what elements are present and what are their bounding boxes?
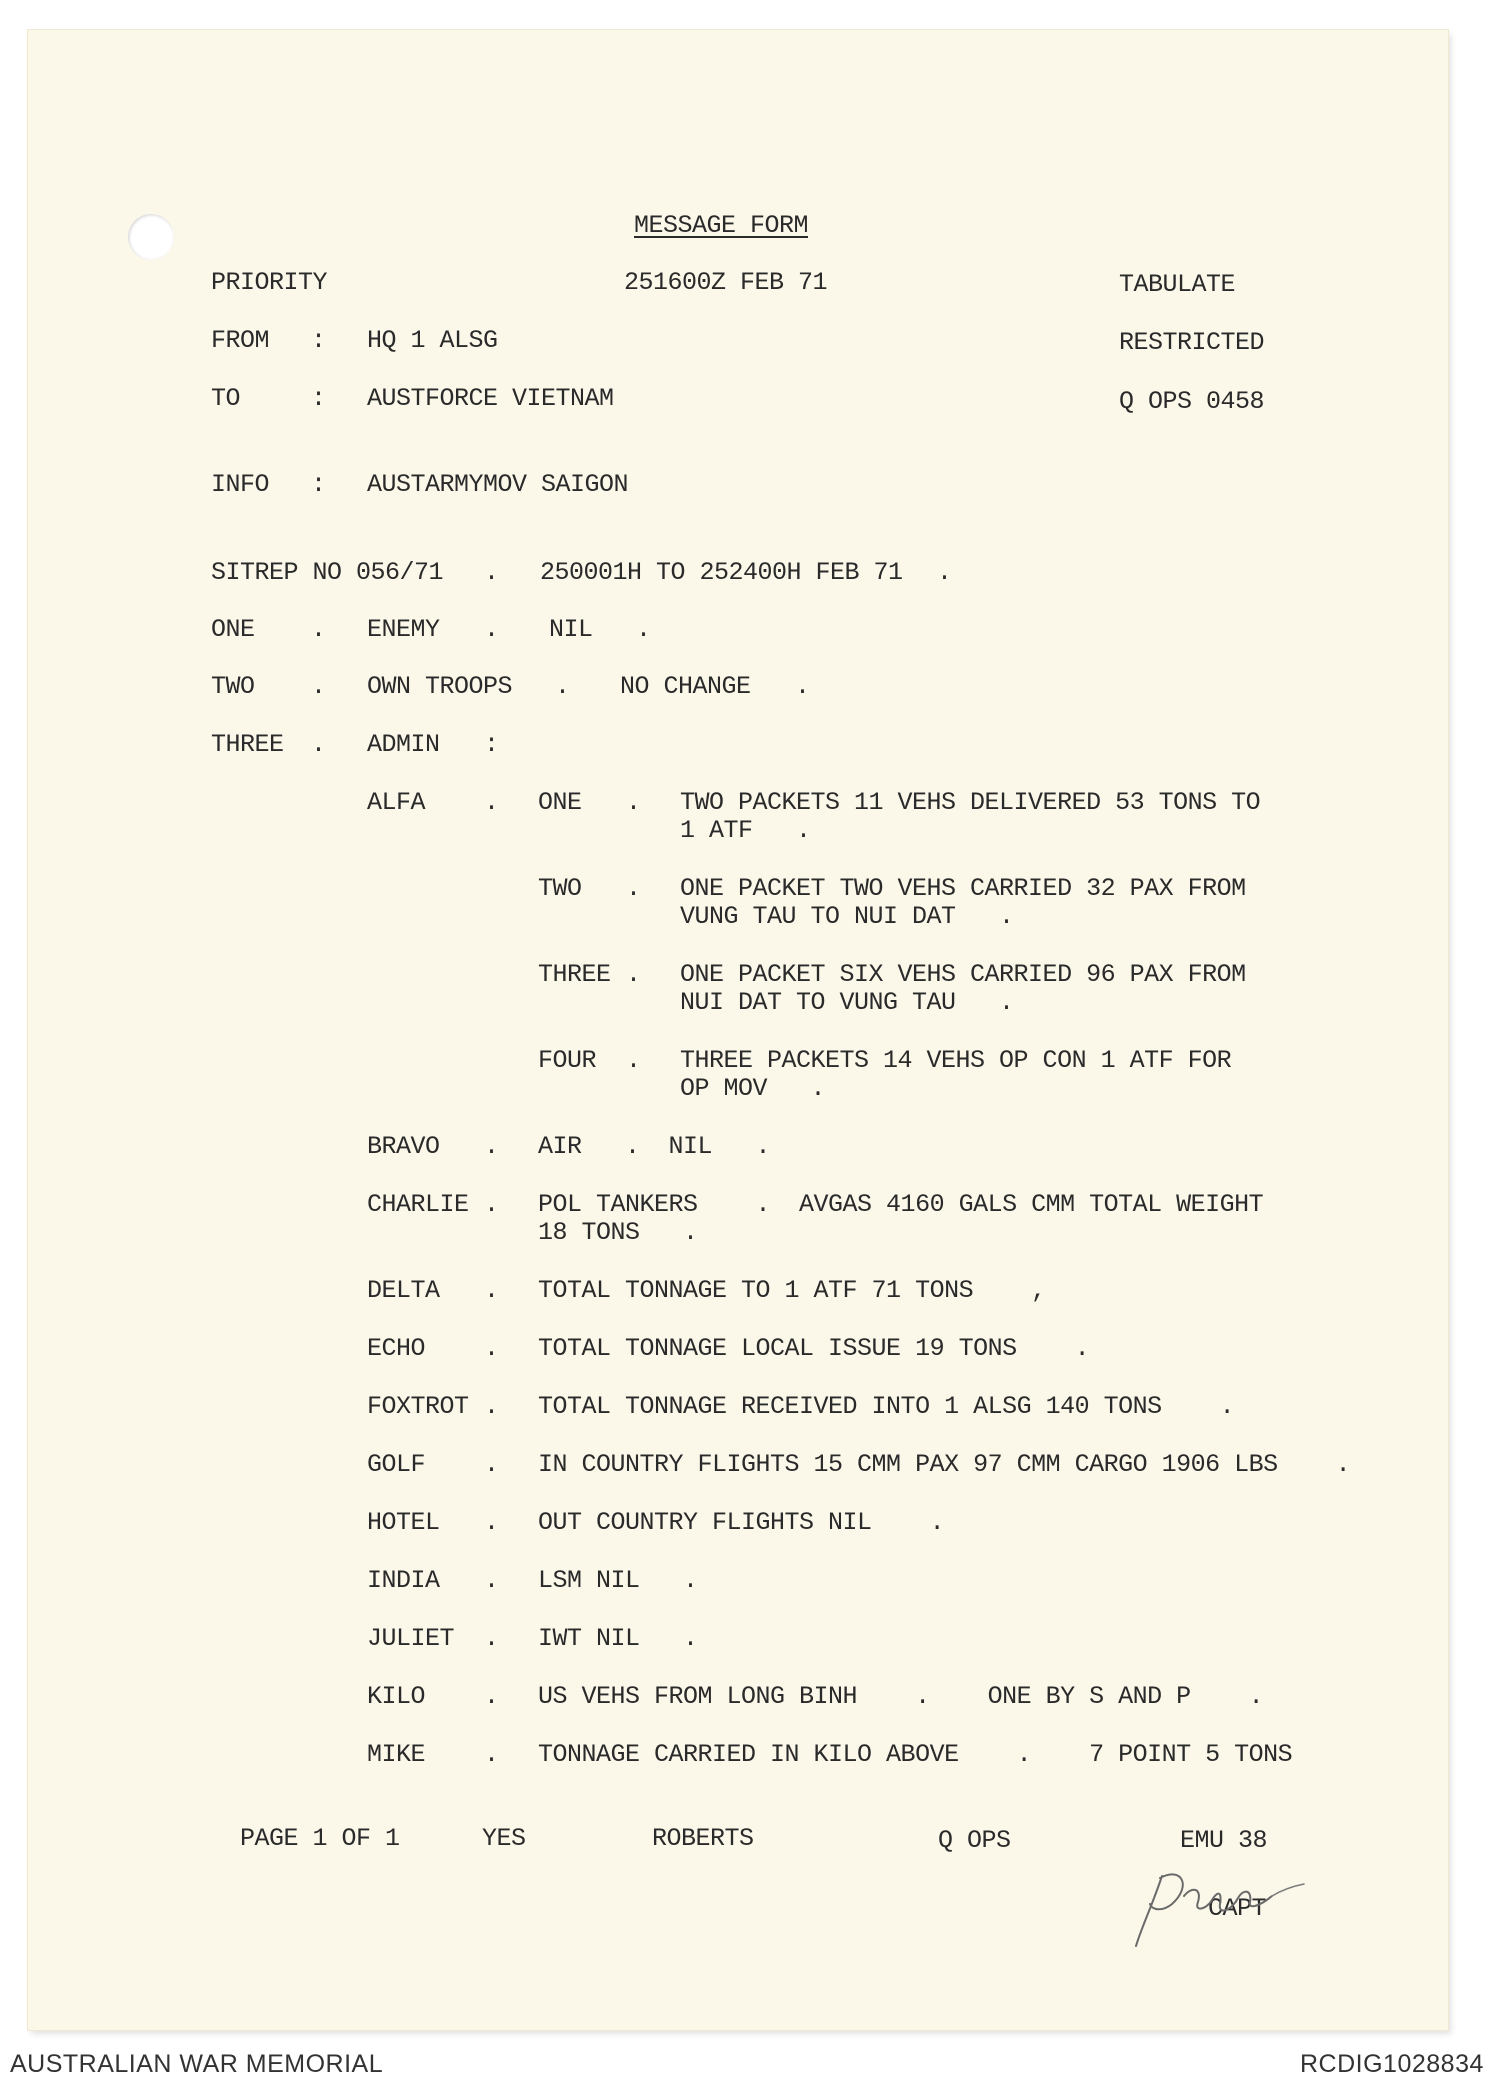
punch-hole bbox=[128, 214, 174, 260]
alfa-dot: . bbox=[484, 788, 499, 817]
para-one-topic: ENEMY bbox=[367, 615, 440, 644]
archive-institution: AUSTRALIAN WAR MEMORIAL bbox=[10, 2050, 384, 2078]
alfa-item-text-cont: NUI DAT TO VUNG TAU . bbox=[680, 988, 1014, 1017]
subpara-label: INDIA bbox=[367, 1566, 440, 1595]
sitrep-period: 250001H TO 252400H FEB 71 bbox=[540, 558, 903, 587]
subpara-dot: . bbox=[484, 1132, 499, 1161]
reference-number: Q OPS 0458 bbox=[1119, 387, 1265, 416]
date-time-group: 251600Z FEB 71 bbox=[624, 268, 828, 297]
alfa-item-text: THREE PACKETS 14 VEHS OP CON 1 ATF FOR bbox=[680, 1046, 1232, 1075]
alfa-item-dot: . bbox=[626, 1046, 641, 1075]
to-value: AUSTFORCE VIETNAM bbox=[367, 384, 614, 413]
subpara-dot: . bbox=[484, 1566, 499, 1595]
para-one-dot: . bbox=[311, 615, 326, 644]
subpara-text: IWT NIL . bbox=[538, 1624, 698, 1653]
alfa-item-text-cont: OP MOV . bbox=[680, 1074, 826, 1103]
originator-rank: CAPT bbox=[1208, 1894, 1267, 1923]
priority-label: PRIORITY bbox=[211, 268, 328, 297]
originator-name: ROBERTS bbox=[652, 1824, 754, 1853]
from-label: FROM bbox=[211, 326, 270, 355]
subpara-label: BRAVO bbox=[367, 1132, 440, 1161]
form-title: MESSAGE FORM bbox=[634, 211, 809, 240]
alfa-item-dot: . bbox=[626, 960, 641, 989]
alfa-item-text: ONE PACKET SIX VEHS CARRIED 96 PAX FROM bbox=[680, 960, 1246, 989]
sitrep-dot: . bbox=[484, 558, 499, 587]
subpara-label: ECHO bbox=[367, 1334, 426, 1363]
from-colon: : bbox=[311, 326, 326, 355]
from-value: HQ 1 ALSG bbox=[367, 326, 498, 355]
para-three-colon: : bbox=[484, 730, 499, 759]
subpara-dot: . bbox=[484, 1682, 499, 1711]
subpara-dot: . bbox=[484, 1392, 499, 1421]
archive-item-id: RCDIG1028834 bbox=[1300, 2050, 1484, 2078]
info-label: INFO bbox=[211, 470, 270, 499]
subpara-label: DELTA bbox=[367, 1276, 440, 1305]
alfa-item-text-cont: 1 ATF . bbox=[680, 816, 811, 845]
para-one-end: . bbox=[636, 615, 651, 644]
alfa-label: ALFA bbox=[367, 788, 426, 817]
subpara-dot: . bbox=[484, 1190, 499, 1219]
to-colon: : bbox=[311, 384, 326, 413]
subpara-dot: . bbox=[484, 1334, 499, 1363]
alfa-item-text: TWO PACKETS 11 VEHS DELIVERED 53 TONS TO bbox=[680, 788, 1261, 817]
page-number: PAGE 1 OF 1 bbox=[240, 1824, 400, 1853]
originator-department: Q OPS bbox=[938, 1826, 1011, 1855]
para-two-dot: . bbox=[311, 672, 326, 701]
para-two-topic: OWN TROOPS bbox=[367, 672, 513, 701]
subpara-text: TONNAGE CARRIED IN KILO ABOVE . 7 POINT 5 TONS bbox=[538, 1740, 1293, 1769]
subpara-text: TOTAL TONNAGE RECEIVED INTO 1 ALSG 140 TONS . bbox=[538, 1392, 1235, 1421]
subpara-label: GOLF bbox=[367, 1450, 426, 1479]
subpara-text: POL TANKERS . AVGAS 4160 GALS CMM TOTAL WEIGHT bbox=[538, 1190, 1264, 1219]
to-label: TO bbox=[211, 384, 241, 413]
classification: RESTRICTED bbox=[1119, 328, 1265, 357]
para-one-label: ONE bbox=[211, 615, 255, 644]
subpara-text: IN COUNTRY FLIGHTS 15 CMM PAX 97 CMM CARGO 1906 LBS . bbox=[538, 1450, 1351, 1479]
para-two-end: . bbox=[795, 672, 810, 701]
para-two-dot2: . bbox=[555, 672, 570, 701]
extension-number: EMU 38 bbox=[1180, 1826, 1268, 1855]
subpara-label: HOTEL bbox=[367, 1508, 440, 1537]
subpara-dot: . bbox=[484, 1508, 499, 1537]
para-two-value: NO CHANGE bbox=[620, 672, 751, 701]
info-colon: : bbox=[311, 470, 326, 499]
para-three-label: THREE bbox=[211, 730, 284, 759]
subpara-label: FOXTROT bbox=[367, 1392, 469, 1421]
para-one-value: NIL bbox=[549, 615, 593, 644]
alfa-item-label: ONE bbox=[538, 788, 582, 817]
alfa-item-label: THREE bbox=[538, 960, 611, 989]
subpara-label: MIKE bbox=[367, 1740, 426, 1769]
alfa-item-label: TWO bbox=[538, 874, 582, 903]
info-value: AUSTARMYMOV SAIGON bbox=[367, 470, 629, 499]
handwritten-signature bbox=[1122, 1846, 1312, 1956]
sitrep-label: SITREP NO 056/71 bbox=[211, 558, 444, 587]
alfa-item-text-cont: VUNG TAU TO NUI DAT . bbox=[680, 902, 1014, 931]
tabulate-label: TABULATE bbox=[1119, 270, 1236, 299]
subpara-text: TOTAL TONNAGE TO 1 ATF 71 TONS , bbox=[538, 1276, 1046, 1305]
subpara-text-cont: 18 TONS . bbox=[538, 1218, 698, 1247]
alfa-item-label: FOUR bbox=[538, 1046, 597, 1075]
alfa-item-dot: . bbox=[626, 788, 641, 817]
subpara-label: KILO bbox=[367, 1682, 426, 1711]
para-three-dot: . bbox=[311, 730, 326, 759]
alfa-item-text: ONE PACKET TWO VEHS CARRIED 32 PAX FROM bbox=[680, 874, 1246, 903]
subpara-dot: . bbox=[484, 1276, 499, 1305]
para-one-dot2: . bbox=[484, 615, 499, 644]
alfa-item-dot: . bbox=[626, 874, 641, 903]
subpara-text: LSM NIL . bbox=[538, 1566, 698, 1595]
sitrep-end: . bbox=[937, 558, 952, 587]
subpara-text: TOTAL TONNAGE LOCAL ISSUE 19 TONS . bbox=[538, 1334, 1090, 1363]
subpara-label: CHARLIE bbox=[367, 1190, 469, 1219]
subpara-dot: . bbox=[484, 1624, 499, 1653]
subpara-dot: . bbox=[484, 1740, 499, 1769]
para-three-topic: ADMIN bbox=[367, 730, 440, 759]
subpara-text: US VEHS FROM LONG BINH . ONE BY S AND P . bbox=[538, 1682, 1264, 1711]
subpara-label: JULIET bbox=[367, 1624, 455, 1653]
subpara-dot: . bbox=[484, 1450, 499, 1479]
footer-yes: YES bbox=[482, 1824, 526, 1853]
subpara-text: OUT COUNTRY FLIGHTS NIL . bbox=[538, 1508, 945, 1537]
subpara-text: AIR . NIL . bbox=[538, 1132, 771, 1161]
para-two-label: TWO bbox=[211, 672, 255, 701]
